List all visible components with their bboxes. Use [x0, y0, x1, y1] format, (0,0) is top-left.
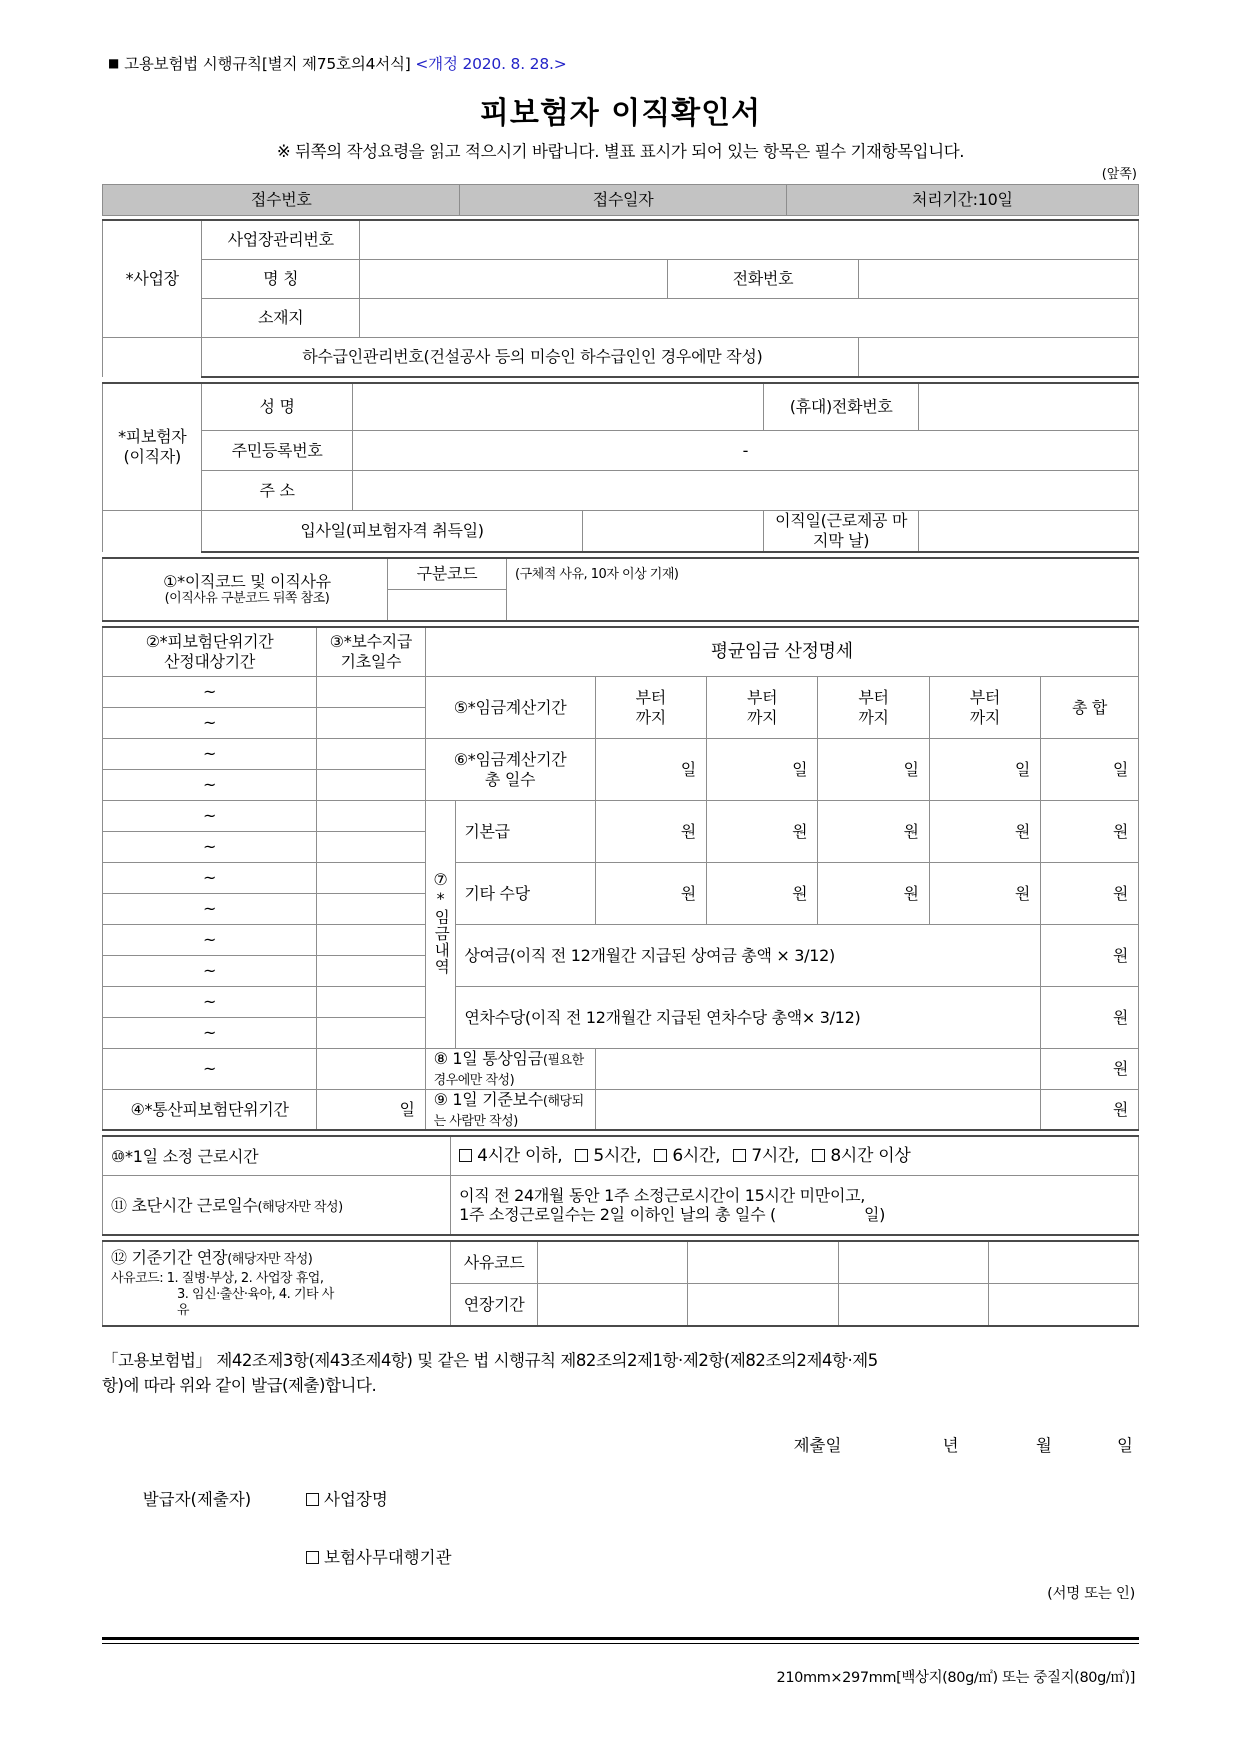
item5-col4-from: 부터 [969, 687, 1000, 707]
item11-text-line1: 이직 전 24개월 동안 1주 소정근로시간이 15시간 미만이고, [459, 1185, 866, 1205]
item10-row [103, 1136, 1139, 1176]
subcontractor-spacer [103, 338, 202, 378]
legal-statement-line1: 「고용보험법」 제42조제3항(제43조제4항) 및 같은 법 시행규칙 제82조의2제1항·제2항(제82조의2제4항·제5 [102, 1350, 878, 1370]
item10-option-4: 8시간 이상 [830, 1146, 911, 1167]
separation-date-label: 이직일(근로제공 마지막 날) [763, 511, 918, 553]
workplace-address-row [103, 299, 1139, 338]
subcontractor-mgmt-no-value[interactable] [859, 338, 1139, 378]
submission-date-line [102, 1432, 1139, 1456]
period-row-11-days[interactable] [317, 987, 425, 1018]
workplace-address-value[interactable] [359, 299, 1138, 338]
item6-col1[interactable]: 일 [595, 739, 706, 801]
item6-col2[interactable]: 일 [706, 739, 817, 801]
item11-label-sub: (해당자만 작성) [257, 1199, 343, 1215]
insured-person-table [102, 382, 1139, 553]
separation-code-row [103, 558, 1139, 590]
workplace-table [102, 219, 1139, 378]
basic-pay-total[interactable]: 원 [1041, 801, 1139, 863]
hire-date-value[interactable] [582, 511, 763, 553]
other-allowance-col3[interactable]: 원 [818, 863, 929, 925]
other-allowance-col2[interactable]: 원 [706, 863, 817, 925]
form-notice: ※ 뒤쪽의 작성요령을 읽고 적으시기 바랍니다. 별표 표시가 되어 있는 항목은 필수 기재항목입니다. [276, 142, 965, 161]
receipt-date-cell[interactable]: 접수일자 [460, 185, 786, 216]
item8-label: ⑧ 1일 통상임금 [433, 1049, 543, 1068]
insured-name-label: 성 명 [202, 383, 352, 431]
item12-reason-code-label: 사유코드 [451, 1241, 538, 1283]
period-row-2-days[interactable] [317, 708, 425, 739]
period-row-10-days[interactable] [317, 956, 425, 987]
annual-leave-row [103, 987, 1139, 1018]
item5-label: ⑤*임금계산기간 [425, 677, 595, 739]
period-row-7-range[interactable]: ~ [103, 863, 317, 894]
law-reference-text: 고용보험법 시행규칙[별지 제75호의4서식] [124, 55, 411, 73]
insured-rrn-label: 주민등록번호 [202, 431, 352, 471]
item2-label [103, 627, 317, 677]
item10-label: ⑩*1일 소정 근로시간 [103, 1136, 451, 1176]
period-row-5-days[interactable] [317, 801, 425, 832]
item12-reason-code-col4[interactable] [988, 1241, 1138, 1283]
item4-label: ④*통산피보험단위기간 [103, 1089, 317, 1130]
item9-label: ⑨ 1일 기준보수 [433, 1089, 543, 1109]
item8-label-cell [425, 1049, 595, 1090]
item5-col1-to: 까지 [635, 707, 666, 727]
item2-label-line1: ②*피보험단위기간 [145, 632, 274, 652]
period-row-8-days[interactable] [317, 894, 425, 925]
basic-pay-col3[interactable]: 원 [818, 801, 929, 863]
item7-label-cell [425, 801, 456, 1049]
period-header-row [103, 627, 1139, 677]
wage-period-row [103, 677, 1139, 708]
item5-col2[interactable] [706, 677, 817, 739]
item2-label-line2: 산정대상기간 [164, 652, 256, 671]
main-calculation-table [102, 626, 1139, 1131]
item7-other-allowance-row [103, 863, 1139, 894]
item9-label-sub: (해당되는 사람만 작성) [433, 1093, 584, 1129]
workplace-section-label: *사업장 [103, 220, 202, 338]
revision-date: <개정 2020. 8. 28.> [415, 55, 567, 73]
processing-period-cell: 처리기간:10일 [786, 185, 1138, 216]
separation-code-label-cell [103, 558, 388, 621]
paper-specification-note: 210mm×297mm[백상지(80g/㎡) 또는 중질지(80g/㎡)] [776, 1670, 1135, 1687]
checkbox-4h-icon[interactable] [459, 1149, 472, 1162]
item11-text-cell [451, 1176, 1139, 1236]
separation-division-code-value[interactable] [387, 590, 506, 622]
item12-code-note-line3: 유 [177, 1303, 190, 1319]
separation-division-code-label: 구분코드 [387, 558, 506, 590]
item12-reason-code-col3[interactable] [838, 1241, 988, 1283]
period-row-6-days[interactable] [317, 832, 425, 863]
receipt-strip-row [103, 185, 1139, 216]
period-row-2-range[interactable]: ~ [103, 708, 317, 739]
period-row-9-days[interactable] [317, 925, 425, 956]
hire-separation-date-row [103, 511, 1139, 553]
bullet-square-icon: ■ [108, 56, 120, 70]
basic-pay-col2[interactable]: 원 [706, 801, 817, 863]
item12-label-sub: (해당자만 작성) [227, 1252, 313, 1268]
workplace-mgmt-no-row [103, 220, 1139, 260]
separation-reason-input[interactable] [507, 558, 1139, 621]
workplace-name-label: 명 칭 [202, 260, 359, 299]
item9-unit: 원 [1041, 1089, 1139, 1130]
basic-pay-col4[interactable]: 원 [929, 801, 1040, 863]
separation-date-value[interactable] [919, 511, 1139, 553]
other-allowance-col4[interactable]: 원 [929, 863, 1040, 925]
insured-section-label [103, 383, 202, 511]
item11-text-line2-a: 1주 소정근로일수는 2일 이하인 날의 총 일수 ( [459, 1205, 776, 1225]
item4-value[interactable]: 일 [317, 1089, 425, 1130]
item6-col4[interactable]: 일 [929, 739, 1040, 801]
item4-item9-row [103, 1089, 1139, 1130]
item6-label [425, 739, 595, 801]
item8-value[interactable] [595, 1049, 1041, 1090]
annual-leave-total[interactable]: 원 [1041, 987, 1139, 1049]
separation-code-label-main: ①*이직코드 및 이직사유 [163, 571, 331, 591]
checkbox-7h-icon[interactable] [733, 1149, 746, 1162]
workplace-phone-value[interactable] [859, 260, 1139, 299]
insured-rrn-value[interactable]: - [352, 431, 1138, 471]
period-row-12-days[interactable] [317, 1018, 425, 1049]
item5-col2-to: 까지 [746, 707, 778, 727]
item7-basic-pay-row [103, 801, 1139, 832]
item6-label-line2: 총 일수 [484, 769, 536, 789]
item11-text-line2 [459, 1205, 1134, 1225]
issuer-option-agency-label: 보험사무대행기관 [324, 1548, 452, 1568]
period-row-1-range[interactable]: ~ [103, 677, 317, 708]
insured-rrn-row [103, 431, 1139, 471]
insured-name-value[interactable] [352, 383, 763, 431]
insured-address-row [103, 471, 1139, 511]
insured-address-value[interactable] [352, 471, 1138, 511]
bonus-row [103, 925, 1139, 956]
separation-code-table [102, 557, 1139, 622]
workplace-phone-label: 전화번호 [667, 260, 859, 299]
period-row-6-range[interactable]: ~ [103, 832, 317, 863]
period-row-3-days[interactable] [317, 739, 425, 770]
signature-note: (서명 또는 인) [1047, 1586, 1135, 1603]
item10-option-0: 4시간 이하, [477, 1146, 563, 1167]
insured-mobile-label: (휴대)전화번호 [763, 383, 918, 431]
item8-label-sub: (필요한 경우에만 작성) [433, 1053, 584, 1088]
checkbox-8h-icon[interactable] [812, 1149, 825, 1162]
period-row-1-days[interactable] [317, 677, 425, 708]
issuer-label: 발급자(제출자) [142, 1490, 252, 1510]
item5-col4[interactable] [929, 677, 1040, 739]
period-row-3-range[interactable]: ~ [103, 739, 317, 770]
item5-col4-to: 까지 [969, 707, 1000, 727]
issuer-row-workplace [102, 1486, 1139, 1510]
issuer-row-agency [102, 1544, 1139, 1568]
workplace-address-label: 소재지 [202, 299, 359, 338]
period-row-9-range[interactable]: ~ [103, 925, 317, 956]
insured-section-label-line1: *피보험자 [118, 427, 187, 447]
item12-code-note-line1: 사유코드: 1. 질병·부상, 2. 사업장 휴업, [111, 1271, 324, 1287]
bottom-rule-thick [102, 1637, 1139, 1640]
period-row-7-days[interactable] [317, 863, 425, 894]
workplace-name-row [103, 260, 1139, 299]
item7-vertical-label: 임금내역 [432, 908, 451, 975]
item8-row [103, 1049, 1139, 1090]
period-row-4-range[interactable]: ~ [103, 770, 317, 801]
item12-reason-code-col2[interactable] [688, 1241, 838, 1283]
hire-date-label: 입사일(피보험자격 취득일) [202, 511, 582, 553]
insured-mobile-value[interactable] [919, 383, 1139, 431]
annual-leave-label: 연차수당(이직 전 12개월간 지급된 연차수당 총액× 3/12) [456, 987, 1041, 1049]
dates-spacer [103, 511, 202, 553]
average-wage-section-title: 평균임금 산정명세 [425, 627, 1138, 677]
separation-reason-hint: (구체적 사유, 10자 이상 기재) [515, 567, 679, 582]
item12-label: ⑫ 기준기간 연장 [111, 1248, 228, 1268]
working-hours-table [102, 1135, 1139, 1236]
bottom-rule-thin [102, 1643, 1139, 1644]
insured-name-row [103, 383, 1139, 431]
item5-col1[interactable] [595, 677, 706, 739]
item11-label: ⑪ 초단시간 근로일수 [111, 1195, 258, 1215]
item10-option-1: 5시간, [593, 1146, 642, 1167]
issuer-block [102, 1486, 1139, 1603]
receipt-number-cell[interactable]: 접수번호 [103, 185, 460, 216]
submit-month-label: 월 [1035, 1436, 1052, 1456]
item3-label-line2: 기초일수 [340, 652, 402, 671]
separation-code-label-sub: (이직사유 구분코드 뒤쪽 참조) [164, 591, 330, 607]
submit-day-label: 일 [1117, 1436, 1133, 1456]
item10-option-2: 6시간, [672, 1146, 721, 1167]
period-row-10-range[interactable]: ~ [103, 956, 317, 987]
item5-total: 총 합 [1041, 677, 1139, 739]
issuer-option-workplace-label: 사업장명 [324, 1490, 388, 1510]
item11-text-line2-b: 일) [863, 1205, 886, 1225]
item12-label-cell [103, 1241, 451, 1325]
workplace-mgmt-no-value[interactable] [359, 220, 1138, 260]
other-allowance-label: 기타 수당 [456, 863, 595, 925]
item12-label-line [111, 1248, 442, 1268]
item3-label-line1: ③*보수지급 [329, 632, 413, 652]
period-row-5-range[interactable]: ~ [103, 801, 317, 832]
bottom-rule [102, 1637, 1139, 1644]
period-row-13-range[interactable]: ~ [103, 1049, 317, 1090]
bonus-total[interactable]: 원 [1041, 925, 1139, 987]
checkbox-workplace-icon[interactable] [306, 1493, 319, 1506]
item5-col2-from: 부터 [746, 687, 778, 707]
item6-label-line1: ⑥*임금계산기간 [453, 749, 567, 769]
issuer-option-workplace[interactable] [306, 1486, 388, 1510]
period-row-11-range[interactable]: ~ [103, 987, 317, 1018]
basic-pay-label: 기본급 [456, 801, 595, 863]
other-allowance-total[interactable]: 원 [1041, 863, 1139, 925]
legal-statement [102, 1349, 1139, 1399]
item11-label-cell [103, 1176, 451, 1236]
bonus-label: 상여금(이직 전 12개월간 지급된 상여금 총액 × 3/12) [456, 925, 1041, 987]
item7-star: * [436, 889, 445, 909]
item12-extension-col4[interactable] [988, 1284, 1138, 1326]
item12-extension-period-label: 연장기간 [451, 1284, 538, 1326]
item12-code-note-line2: 3. 임신·출산·육아, 4. 기타 사 [177, 1287, 334, 1303]
item5-col1-from: 부터 [635, 687, 666, 707]
item5-col3-from: 부터 [858, 687, 889, 707]
submit-date-label: 제출일 [793, 1436, 842, 1456]
item6-col3[interactable]: 일 [818, 739, 929, 801]
item12-extension-col2[interactable] [688, 1284, 838, 1326]
workplace-name-value[interactable] [359, 260, 667, 299]
item12-extension-col1[interactable] [538, 1284, 688, 1326]
item5-col3[interactable] [818, 677, 929, 739]
basic-pay-col1[interactable]: 원 [595, 801, 706, 863]
item6-row [103, 739, 1139, 770]
page-title: 피보험자 이직확인서 [479, 96, 762, 131]
checkbox-5h-icon[interactable] [575, 1149, 588, 1162]
period-row-12-range[interactable]: ~ [103, 1018, 317, 1049]
workplace-mgmt-no-label: 사업장관리번호 [202, 220, 359, 260]
receipt-strip-table [102, 184, 1139, 216]
item12-reason-code-row [103, 1241, 1139, 1283]
item5-col3-to: 까지 [858, 707, 889, 727]
subcontractor-mgmt-no-label: 하수급인관리번호(건설공사 등의 미승인 하수급인인 경우에만 작성) [202, 338, 859, 378]
period-row-8-range[interactable]: ~ [103, 894, 317, 925]
item12-reason-code-col1[interactable] [538, 1241, 688, 1283]
item6-total[interactable]: 일 [1041, 739, 1139, 801]
insured-section-label-line2: (이직자) [123, 447, 181, 466]
item10-options [451, 1136, 1139, 1176]
insured-address-label: 주 소 [202, 471, 352, 511]
checkbox-agency-icon[interactable] [306, 1551, 319, 1564]
submit-year-label: 년 [942, 1436, 959, 1456]
legal-statement-line2: 항)에 따라 위와 같이 발급(제출)합니다. [102, 1375, 377, 1395]
extension-table [102, 1240, 1139, 1326]
item11-row [103, 1176, 1139, 1236]
item8-unit: 원 [1041, 1049, 1139, 1090]
period-row-13-days[interactable] [317, 1049, 425, 1090]
item9-value[interactable] [595, 1089, 1041, 1130]
item12-extension-col3[interactable] [838, 1284, 988, 1326]
checkbox-6h-icon[interactable] [654, 1149, 667, 1162]
other-allowance-col1[interactable]: 원 [595, 863, 706, 925]
item3-label [317, 627, 425, 677]
item7-circle-number: ⑦ [433, 869, 448, 889]
page-side-marker: (앞쪽) [1101, 167, 1137, 182]
period-row-4-days[interactable] [317, 770, 425, 801]
item10-option-3: 7시간, [751, 1146, 800, 1167]
subcontractor-row [103, 338, 1139, 378]
law-reference-line [108, 52, 1139, 74]
item9-label-cell [425, 1089, 595, 1130]
